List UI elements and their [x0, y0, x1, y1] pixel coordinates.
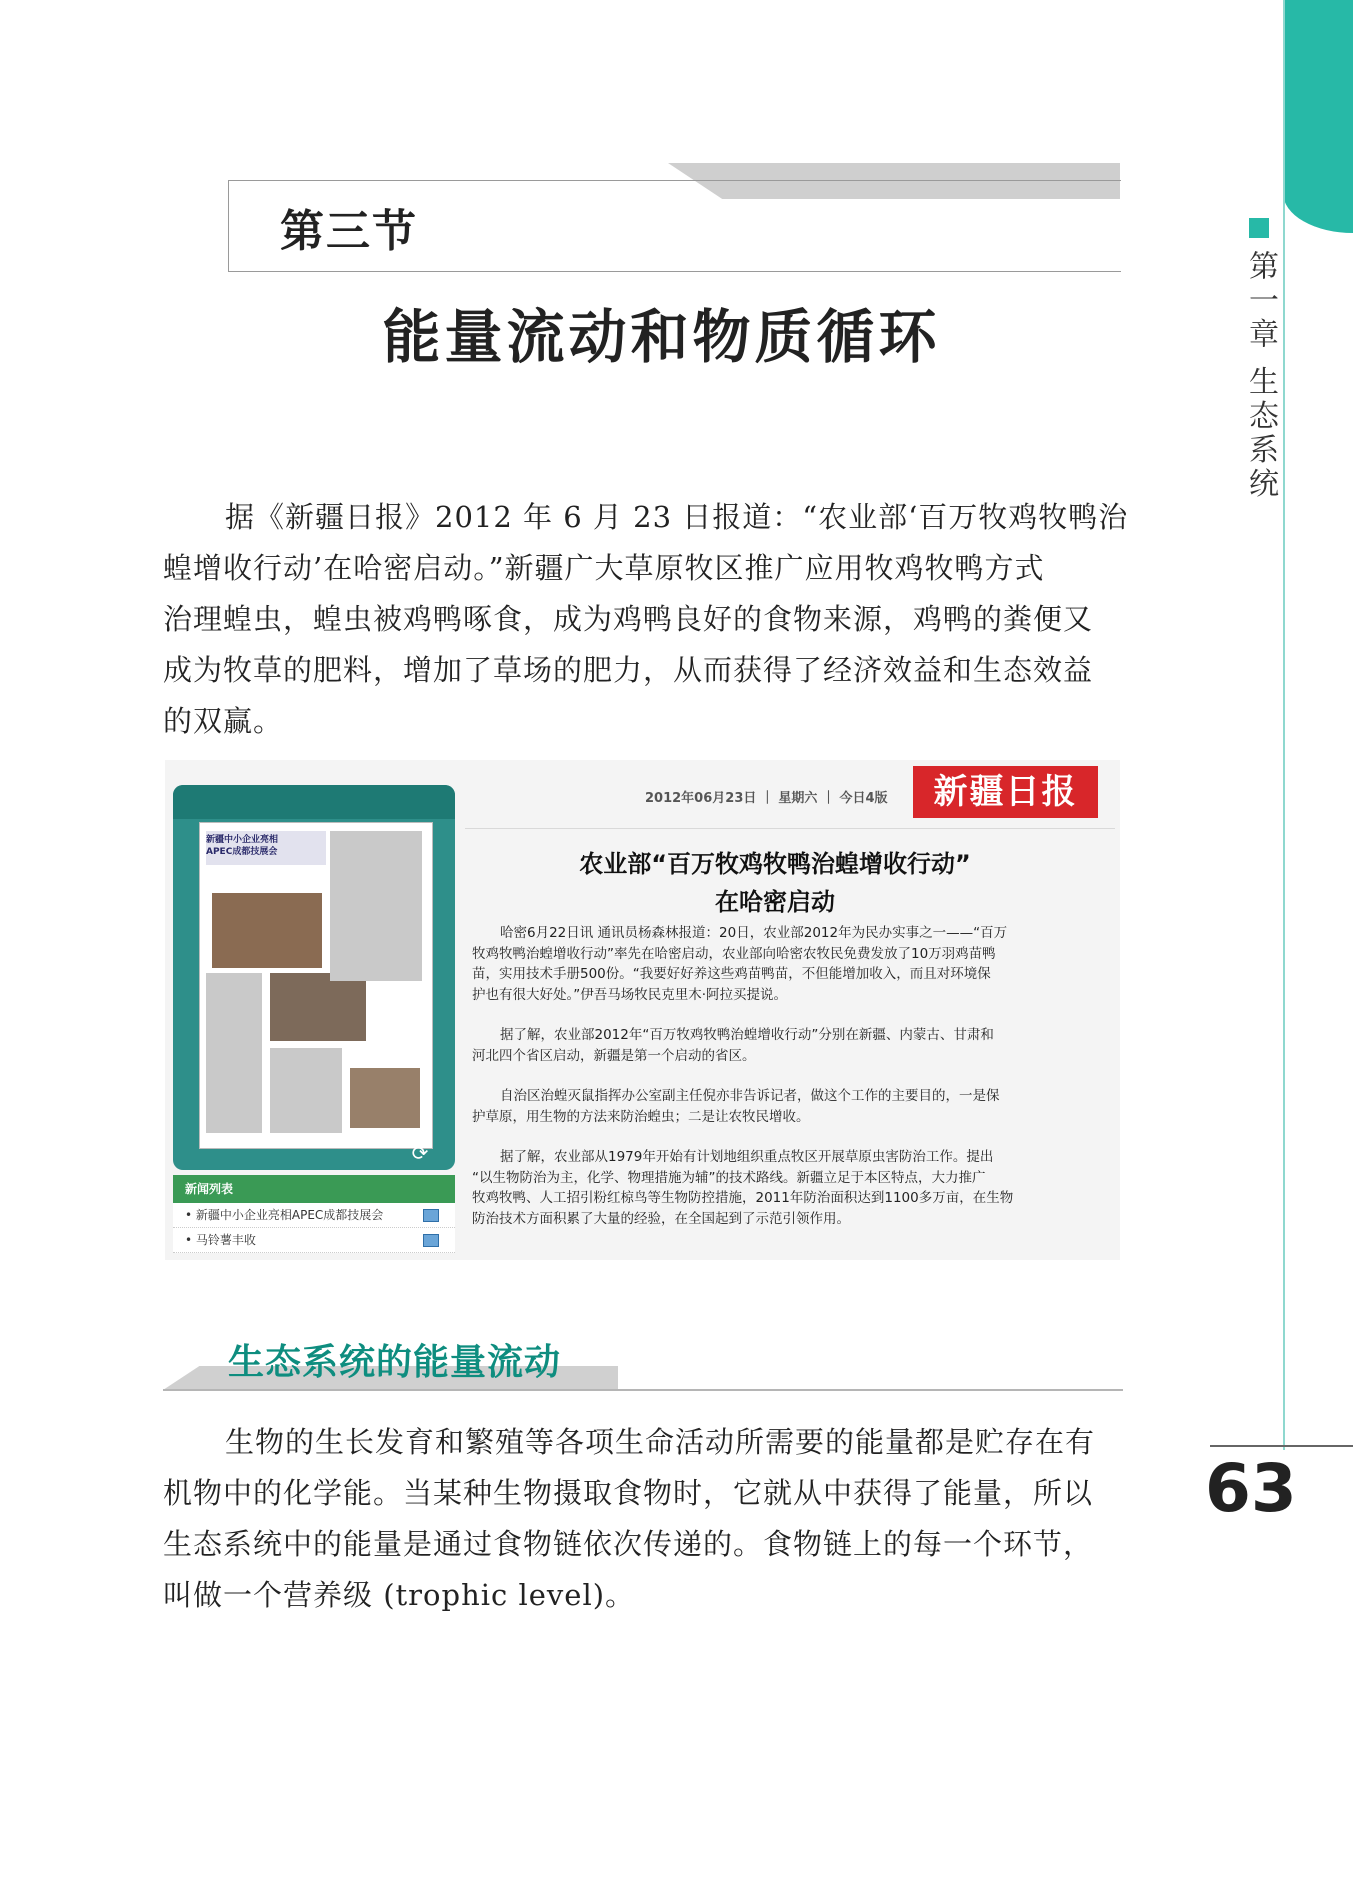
thumb-headline-1: 新疆中小企业亮相: [206, 835, 279, 845]
subsection-underline: [163, 1389, 1123, 1391]
document-icon[interactable]: [423, 1234, 439, 1247]
newspaper-headline: [475, 845, 1075, 921]
newspaper-divider: [465, 828, 1115, 829]
article-line: 河北四个省区启动，新疆是第一个启动的省区。: [472, 1047, 756, 1064]
article-line: 牧鸡牧鸭、人工招引粉红椋鸟等生物防控措施，2011年防治面积达到1100多万亩，在生物: [472, 1190, 1014, 1206]
body-line: 机物中的化学能。当某种生物摄取食物时，它就从中获得了能量，所以: [163, 1476, 1094, 1510]
newspaper-article-body: [472, 923, 1087, 1249]
article-line: 据了解，农业部2012年“百万牧鸡牧鸭治蝗增收行动”分别在新疆、内蒙古、甘肃和: [500, 1027, 994, 1043]
chapter-marker: [1249, 218, 1269, 238]
news-list-item-label: • 马铃薯丰收: [185, 1233, 256, 1247]
thumb-text-column: [330, 831, 422, 981]
article-line: 据了解，农业部从1979年开始有计划地组织重点牧区开展草原虫害防治工作。提出: [500, 1149, 994, 1165]
thumb-photo: [270, 973, 366, 1041]
article-line: 牧鸡牧鸭治蝗增收行动”率先在哈密启动，农业部向哈密农牧民免费发放了10万羽鸡苗鸭: [472, 945, 996, 962]
page-number-rule: [1210, 1445, 1353, 1447]
headline-line-1: 农业部“百万牧鸡牧鸭治蝗增收行动”: [579, 850, 971, 878]
article-line: 护也有很大好处。”伊吾马场牧民克里木·阿拉买提说。: [472, 986, 788, 1003]
news-list: [173, 1203, 455, 1253]
chapter-label: 第一章 生态系统: [1243, 250, 1278, 502]
newspaper-dateline: 2012年06月23日 ｜ 星期六 ｜ 今日4版: [645, 791, 888, 806]
news-list-header: 新闻列表: [173, 1175, 455, 1203]
refresh-icon[interactable]: ⟳: [411, 1141, 429, 1165]
body-paragraph: [163, 1417, 1123, 1621]
news-list-item-label: • 新疆中小企业亮相APEC成都技展会: [185, 1208, 384, 1222]
article-line: 自治区治蝗灭鼠指挥办公室副主任倪亦非告诉记者，做这个工作的主要目的，一是保: [500, 1088, 1000, 1104]
page-viewer-header: [173, 785, 455, 819]
chapter-tab: [1283, 0, 1353, 233]
article-paragraph: [472, 1025, 1087, 1066]
article-paragraph: [472, 1147, 1087, 1229]
intro-line: 成为牧草的肥料，增加了草场的肥力，从而获得了经济效益和生态效益: [163, 653, 1094, 687]
newspaper-page-thumbnail[interactable]: [199, 822, 433, 1149]
article-line: “以生物防治为主，化学、物理措施为辅”的技术路线。新疆立足于本区特点，大力推广: [472, 1169, 986, 1186]
body-line: 叫做一个营养级 (trophic level)。: [163, 1578, 636, 1612]
article-line: 苗，实用技术手册500份。“我要好好养这些鸡苗鸭苗，不但能增加收入，而且对环境保: [472, 966, 991, 982]
headline-line-2: 在哈密启动: [715, 888, 835, 916]
news-list-item[interactable]: [173, 1228, 455, 1253]
section-label: 第三节: [280, 206, 418, 257]
newspaper-figure: [165, 760, 1120, 1260]
thumb-photo: [212, 893, 322, 968]
intro-line: 的双赢。: [163, 704, 284, 738]
thumb-text-column: [270, 1048, 342, 1133]
news-list-item[interactable]: [173, 1203, 455, 1228]
thumb-headline-2: APEC成都技展会: [206, 847, 278, 857]
article-line: 防治技术方面积累了大量的经验，在全国起到了示范引领作用。: [472, 1210, 850, 1227]
article-line: 护草原，用生物的方法来防治蝗虫；二是让农牧民增收。: [472, 1108, 810, 1125]
intro-paragraph: [163, 492, 1129, 747]
document-icon[interactable]: [423, 1209, 439, 1222]
body-line: 生物的生长发育和繁殖等各项生命活动所需要的能量都是贮存在有: [225, 1425, 1096, 1459]
intro-line: 蝗增收行动’在哈密启动。”新疆广大草原牧区推广应用牧鸡牧鸭方式: [163, 551, 1045, 585]
subsection-title: 生态系统的能量流动: [228, 1342, 562, 1383]
newspaper-masthead: 新疆日报: [913, 766, 1098, 818]
page-number: 63: [1205, 1450, 1297, 1527]
page-title: 能量流动和物质循环: [382, 303, 941, 371]
article-paragraph: [472, 1086, 1087, 1127]
body-line: 生态系统中的能量是通过食物链依次传递的。食物链上的每一个环节，: [163, 1527, 1094, 1561]
intro-line: 据《新疆日报》2012 年 6 月 23 日报道：“农业部‘百万牧鸡牧鸭治: [225, 500, 1129, 534]
margin-rule: [1283, 0, 1285, 1450]
article-line: 哈密6月22日讯 通讯员杨森林报道：20日，农业部2012年为民办实事之一——“百万: [500, 925, 1008, 941]
thumb-text-column: [206, 973, 262, 1133]
thumb-photo: [350, 1068, 420, 1128]
article-paragraph: [472, 923, 1087, 1005]
intro-line: 治理蝗虫，蝗虫被鸡鸭啄食，成为鸡鸭良好的食物来源，鸡鸭的粪便又: [163, 602, 1094, 636]
